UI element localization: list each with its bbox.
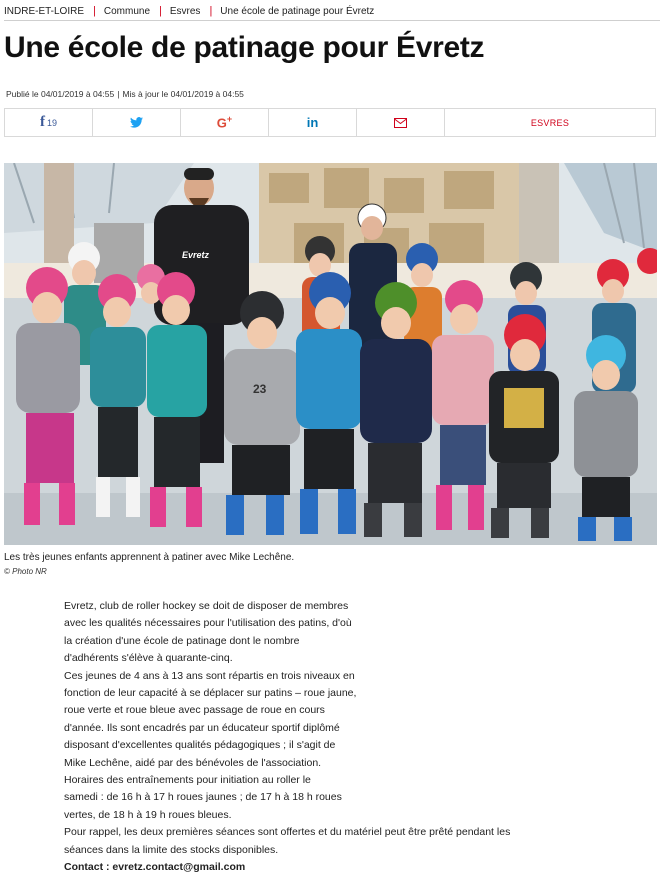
breadcrumb-item-indre-et-loire[interactable]: INDRE-ET-LOIRE — [4, 5, 85, 17]
breadcrumb-separator: | — [209, 5, 213, 17]
body-line: Pour rappel, les deux premières séances sont offertes et du matériel peut être prêté pendant les — [64, 826, 511, 839]
breadcrumb-item-esvres[interactable]: Esvres — [169, 5, 201, 17]
meta-separator: | — [117, 89, 120, 99]
tag-label: ESVRES — [530, 117, 570, 128]
facebook-share-button[interactable] — [5, 109, 93, 136]
twitter-share-button[interactable] — [93, 109, 181, 136]
body-line: Horaires des entraînements pour initiation au roller le — [64, 774, 311, 787]
breadcrumb-separator: | — [93, 5, 96, 17]
body-line: disposant d'excellentes qualités pédagogiques ; il s'agit de — [64, 739, 336, 752]
article-meta — [6, 89, 244, 99]
article-title: Une école de patinage pour Évretz — [4, 31, 485, 64]
breadcrumb — [4, 4, 374, 18]
jersey-number: 23 — [253, 382, 267, 396]
google-plus-share-button[interactable] — [181, 109, 269, 136]
published-date: Publié le 04/01/2019 à 04:55 — [6, 89, 115, 99]
body-line: Mike Lechêne, aidé par des bénévoles de l'association. — [64, 756, 322, 769]
facebook-icon: f — [39, 114, 45, 130]
body-line: la création d'une école de patinage dont le nombre — [64, 634, 300, 647]
updated-date: Mis à jour le 04/01/2019 à 04:55 — [122, 89, 244, 99]
body-line: vertes, de 18 h à 19 h roues bleues. — [64, 808, 232, 821]
shirt-print: Evretz — [182, 250, 210, 260]
body-line: avec les qualités nécessaires pour l'utilisation des patins, d'où — [64, 617, 352, 630]
body-line: samedi : de 16 h à 17 h roues jaunes ; de 17 h à 18 h roues — [64, 791, 342, 804]
contact-email[interactable]: Contact : evretz.contact@gmail.com — [64, 861, 246, 874]
body-line: séances dans la limite des stocks disponibles. — [64, 843, 279, 856]
google-plus-icon: G+ — [216, 114, 233, 131]
breadcrumb-item-current: Une école de patinage pour Évretz — [220, 5, 375, 17]
body-line: fonction de leur capacité à se déplacer sur patins – roue jaune, — [64, 687, 357, 700]
linkedin-share-button[interactable] — [269, 109, 357, 136]
photo-illustration — [4, 163, 657, 545]
article-photo — [4, 163, 657, 545]
article-body — [64, 598, 584, 877]
email-share-button[interactable] — [357, 109, 445, 136]
body-line: roue verte et roue bleue avec passage de roue en cours — [64, 704, 325, 717]
linkedin-icon: in — [306, 115, 319, 130]
breadcrumb-separator: | — [159, 5, 162, 17]
breadcrumb-divider — [4, 20, 660, 21]
twitter-icon — [130, 117, 143, 128]
body-line: Evretz, club de roller hockey se doit de disposer de membres — [64, 600, 349, 612]
photo-credit: © Photo NR — [4, 567, 47, 576]
body-line: Ces jeunes de 4 ans à 13 ans sont répartis en trois niveaux en — [64, 669, 355, 682]
share-bar — [4, 108, 656, 137]
mail-icon — [394, 118, 407, 128]
breadcrumb-item-commune[interactable]: Commune — [103, 5, 151, 17]
body-line: d'année. Ils sont encadrés par un éducateur sportif diplômé — [64, 721, 340, 734]
tag-esvres-link[interactable] — [445, 109, 655, 136]
facebook-share-count: 19 — [46, 117, 57, 128]
photo-caption: Les très jeunes enfants apprennent à patiner avec Mike Lechêne. — [4, 552, 295, 563]
body-line: d'adhérents s'élève à quarante-cinq. — [64, 652, 233, 665]
